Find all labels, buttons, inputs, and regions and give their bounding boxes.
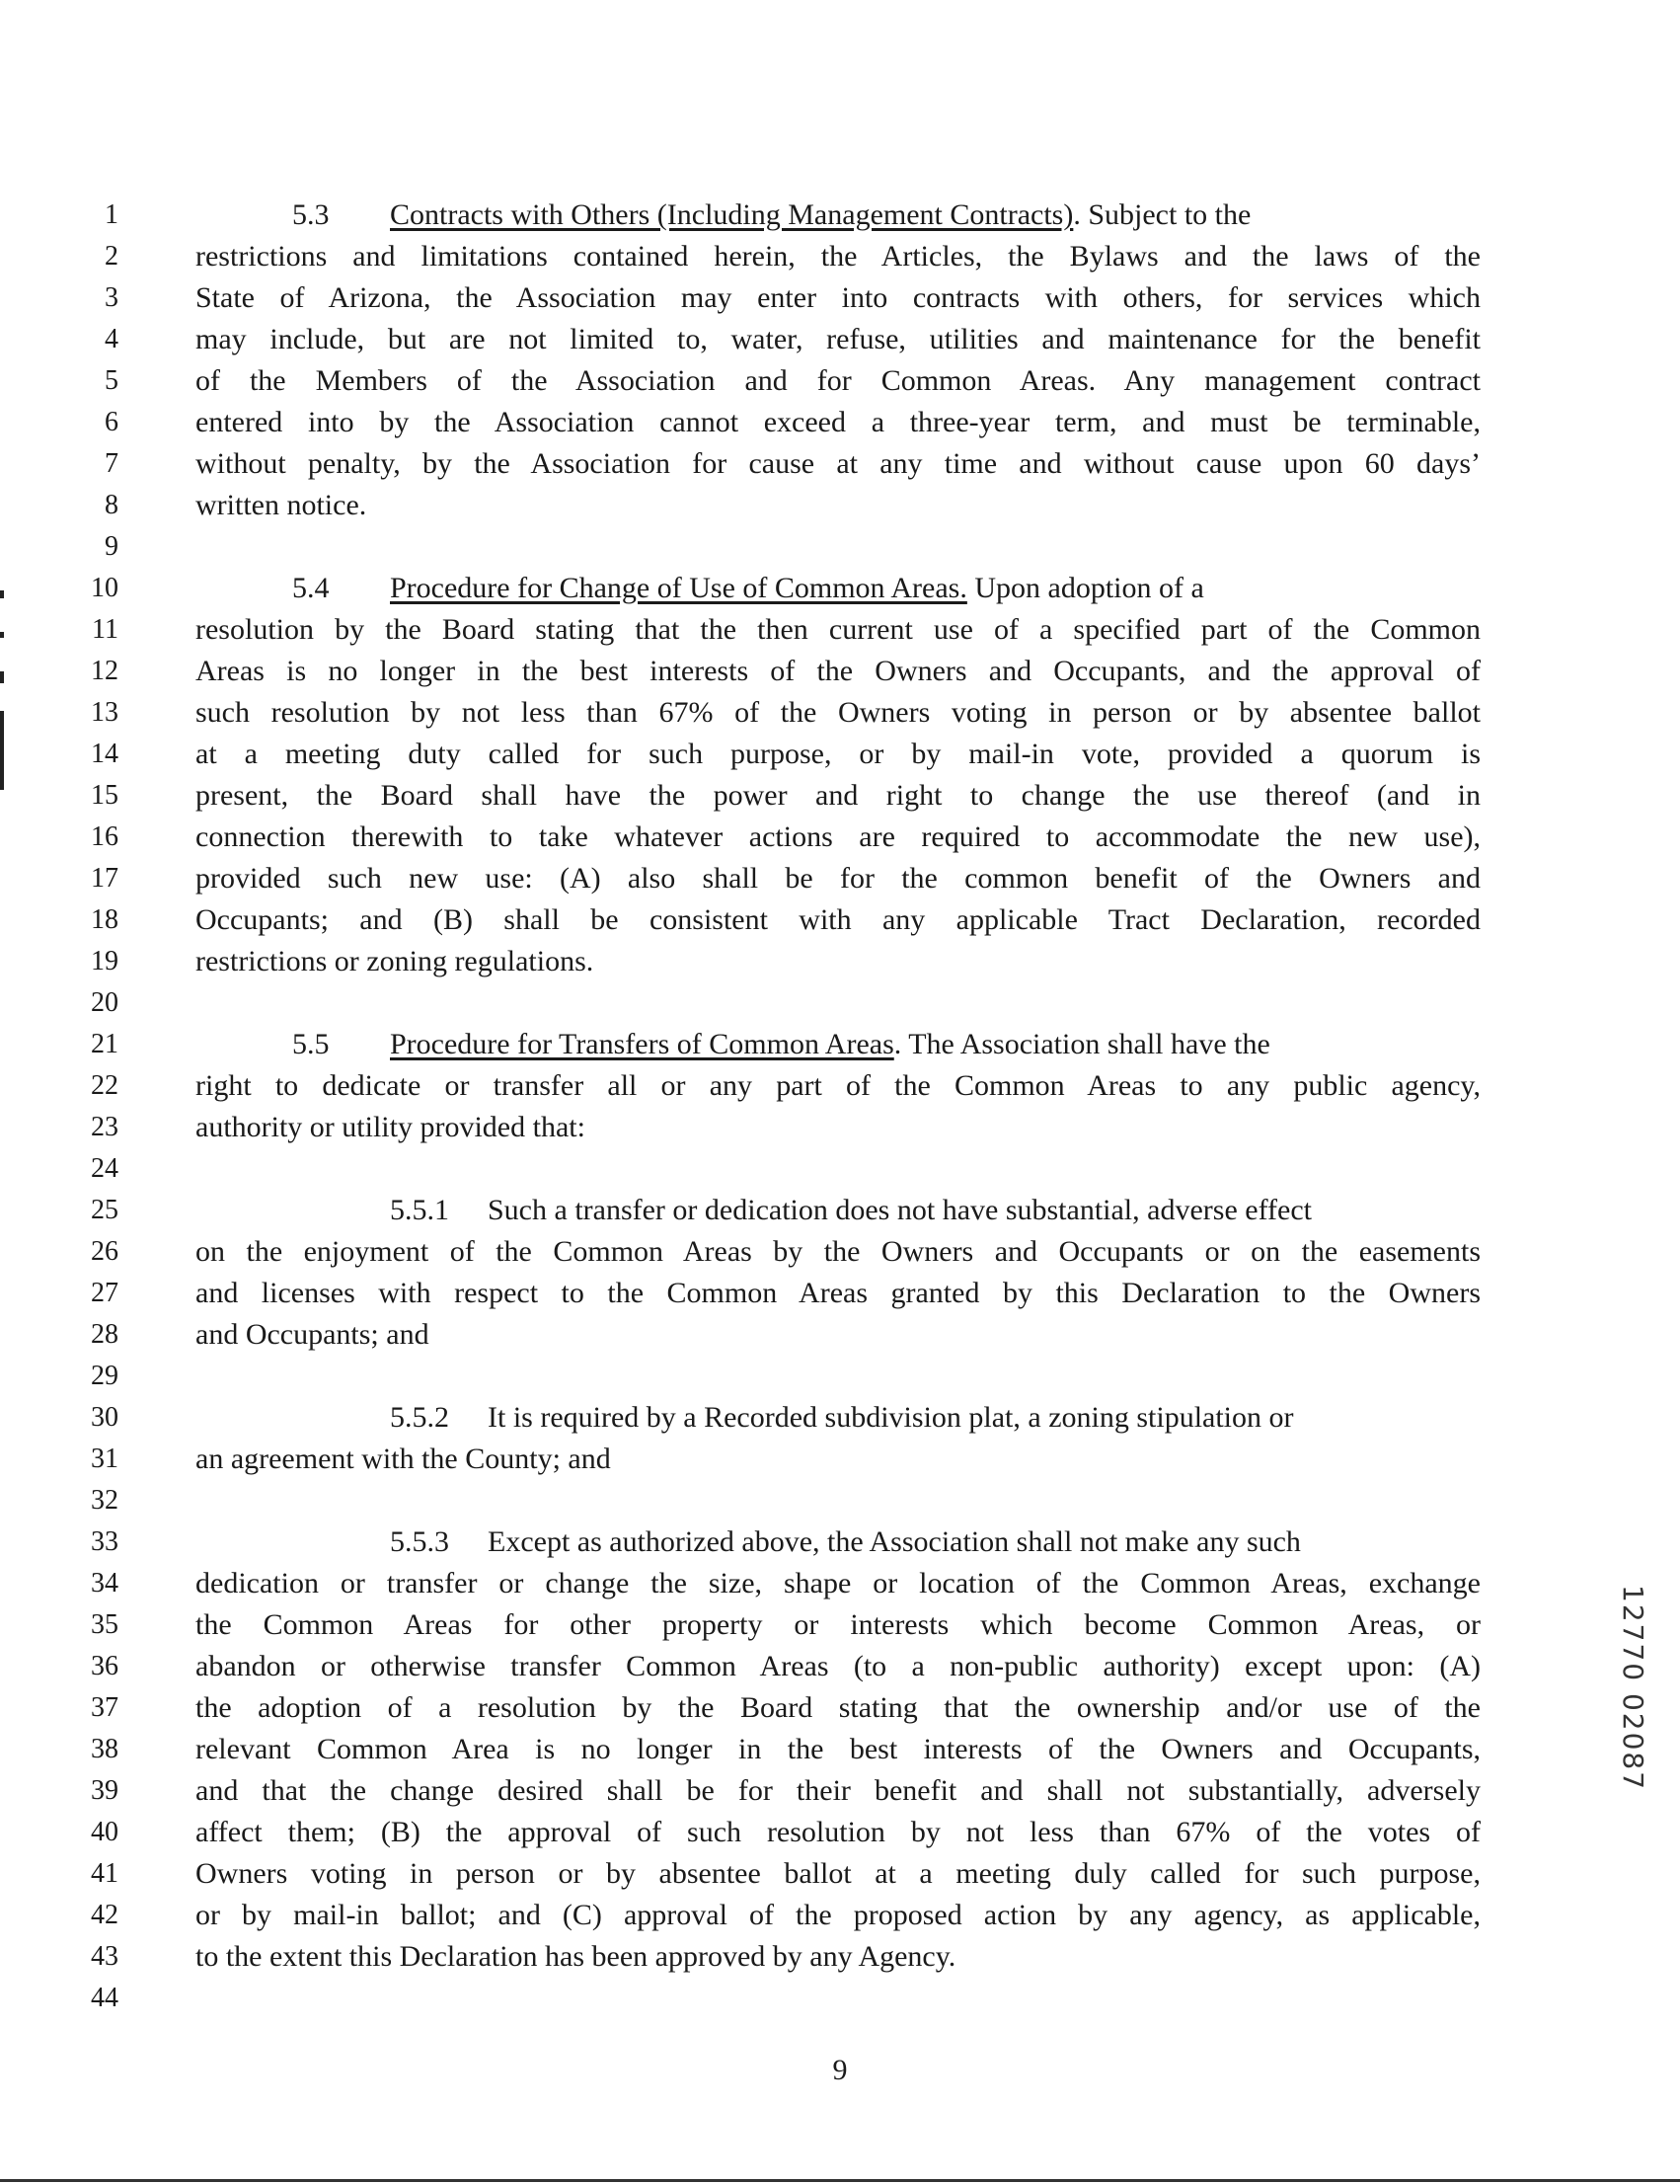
- paragraph-text: and Occupants; and: [195, 1318, 429, 1351]
- document-line: [0, 1729, 1680, 1770]
- document-line: [0, 1687, 1680, 1729]
- paragraph-text: Except as authorized above, the Association shall not make any such: [488, 1525, 1301, 1558]
- document-line: [0, 734, 1680, 775]
- paragraph-text: affect them; (B) the approval of such resolution by not less than 67% of the votes of: [195, 1816, 1481, 1848]
- recording-stamp: 12770 02087: [1617, 1585, 1649, 1792]
- section-heading: Contracts with Others (Including Management Contracts): [390, 198, 1074, 231]
- document-line: [0, 1024, 1680, 1065]
- section-number: 5.5.1: [390, 1194, 449, 1226]
- paragraph-text: of the Members of the Association and for Common Areas. Any management contract: [195, 364, 1481, 397]
- line-number: 3: [105, 282, 118, 313]
- paragraph-text: and licenses with respect to the Common Areas granted by this Declaration to the Owners: [195, 1277, 1481, 1309]
- line-number: 19: [91, 946, 118, 976]
- document-line: [0, 1604, 1680, 1646]
- paragraph-text: written notice.: [195, 489, 367, 521]
- paragraph-text: an agreement with the County; and: [195, 1443, 611, 1475]
- line-number: 18: [91, 904, 118, 935]
- paragraph-text: Upon adoption of a: [966, 572, 1204, 604]
- document-line: [0, 360, 1680, 402]
- document-line: [0, 899, 1680, 941]
- document-line: [0, 1439, 1680, 1480]
- document-line: [0, 1646, 1680, 1687]
- document-line: [0, 1521, 1680, 1563]
- line-number: 30: [91, 1402, 118, 1433]
- paragraph-text: Such a transfer or dedication does not have substantial, adverse effect: [488, 1194, 1312, 1226]
- document-line: [0, 1190, 1680, 1231]
- document-line: [0, 1273, 1680, 1314]
- line-number: 32: [91, 1485, 118, 1516]
- line-number: 17: [91, 863, 118, 894]
- document-line: [0, 1812, 1680, 1853]
- line-number: 38: [91, 1734, 118, 1764]
- document-line: [0, 568, 1680, 609]
- line-number: 9: [105, 531, 118, 562]
- line-number: 33: [91, 1526, 118, 1557]
- document-line: [0, 1770, 1680, 1812]
- line-number: 36: [91, 1651, 118, 1681]
- line-number: 15: [91, 780, 118, 811]
- paragraph-text: without penalty, by the Association for cause at any time and without cause upon 60 days’: [195, 447, 1481, 480]
- paragraph-text: It is required by a Recorded subdivision plat, a zoning stipulation or: [488, 1401, 1294, 1434]
- paragraph-text: at a meeting duty called for such purpose, or by mail-in vote, provided a quorum is: [195, 738, 1481, 770]
- paragraph-text: Occupants; and (B) shall be consistent with any applicable Tract Declaration, recorded: [195, 903, 1481, 936]
- line-number: 37: [91, 1692, 118, 1723]
- paragraph-text: to the extent this Declaration has been approved by any Agency.: [195, 1940, 956, 1973]
- document-line: [0, 1231, 1680, 1273]
- line-number: 11: [92, 614, 118, 645]
- document-line: [0, 1895, 1680, 1936]
- section-number: 5.5: [292, 1028, 330, 1060]
- paragraph-text: the Common Areas for other property or interests which become Common Areas, or: [195, 1608, 1481, 1641]
- paragraph-text: . Subject to the: [1073, 198, 1252, 231]
- document-line: [0, 277, 1680, 319]
- line-number: 27: [91, 1278, 118, 1308]
- document-line: [0, 609, 1680, 651]
- line-number: 1: [105, 199, 118, 230]
- line-number: 41: [91, 1858, 118, 1889]
- page-number: 9: [832, 2054, 848, 2086]
- line-number: 31: [91, 1443, 118, 1474]
- document-line: [0, 443, 1680, 485]
- document-line: [0, 1397, 1680, 1439]
- document-line: [0, 526, 1680, 568]
- section-number: 5.3: [292, 198, 330, 231]
- document-line: [0, 1356, 1680, 1397]
- document-line: [0, 1480, 1680, 1521]
- paragraph-text: resolution by the Board stating that the then current use of a specified part of the Common: [195, 613, 1481, 646]
- paragraph-text: Owners voting in person or by absentee ballot at a meeting duly called for such purpose,: [195, 1857, 1481, 1890]
- document-line: [0, 817, 1680, 858]
- section-heading: Procedure for Change of Use of Common Areas.: [390, 572, 967, 604]
- line-number: 4: [105, 324, 118, 354]
- line-number: 42: [91, 1900, 118, 1930]
- line-number: 34: [91, 1568, 118, 1599]
- paragraph-text: right to dedicate or transfer all or any part of the Common Areas to any public agency,: [195, 1069, 1481, 1102]
- document-line: [0, 195, 1680, 236]
- document-line: [0, 319, 1680, 360]
- document-line: [0, 1978, 1680, 2019]
- document-line: [0, 1314, 1680, 1356]
- paragraph-text: present, the Board shall have the power and right to change the use thereof (and in: [195, 779, 1481, 812]
- paragraph-text: abandon or otherwise transfer Common Areas (to a non-public authority) except upon: (A): [195, 1650, 1481, 1682]
- document-line: [0, 1563, 1680, 1604]
- document-line: [0, 485, 1680, 526]
- line-number: 5: [105, 365, 118, 396]
- line-number: 22: [91, 1070, 118, 1101]
- section-number: 5.4: [292, 572, 330, 604]
- line-number: 40: [91, 1817, 118, 1847]
- document-line: [0, 1065, 1680, 1107]
- paragraph-text: State of Arizona, the Association may enter into contracts with others, for services which: [195, 281, 1481, 314]
- paragraph-text: such resolution by not less than 67% of the Owners voting in person or by absentee ballot: [195, 696, 1481, 729]
- line-number: 13: [91, 697, 118, 728]
- paragraph-text: restrictions or zoning regulations.: [195, 945, 594, 977]
- paragraph-text: and that the change desired shall be for their benefit and shall not substantially, adversely: [195, 1774, 1481, 1807]
- line-number: 39: [91, 1775, 118, 1806]
- line-number: 12: [91, 656, 118, 686]
- line-number: 14: [91, 739, 118, 769]
- document-line: [0, 858, 1680, 899]
- line-number: 25: [91, 1195, 118, 1225]
- paragraph-text: the adoption of a resolution by the Board stating that the ownership and/or use of the: [195, 1691, 1481, 1724]
- line-number: 44: [91, 1983, 118, 2013]
- line-number: 26: [91, 1236, 118, 1267]
- line-number: 43: [91, 1941, 118, 1972]
- paragraph-text: authority or utility provided that:: [195, 1111, 585, 1143]
- document-line: [0, 941, 1680, 982]
- paragraph-text: on the enjoyment of the Common Areas by the Owners and Occupants or on the easements: [195, 1235, 1481, 1268]
- line-number: 7: [105, 448, 118, 479]
- document-line: [0, 692, 1680, 734]
- paragraph-text: or by mail-in ballot; and (C) approval of the proposed action by any agency, as applicable,: [195, 1899, 1481, 1931]
- document-line: [0, 982, 1680, 1024]
- paragraph-text: . The Association shall have the: [893, 1028, 1270, 1060]
- paragraph-text: Areas is no longer in the best interests of the Owners and Occupants, and the approval of: [195, 655, 1481, 687]
- line-number: 21: [91, 1029, 118, 1059]
- document-line: [0, 1107, 1680, 1148]
- paragraph-text: relevant Common Area is no longer in the best interests of the Owners and Occupants,: [195, 1733, 1481, 1765]
- line-number: 6: [105, 407, 118, 437]
- line-number: 35: [91, 1609, 118, 1640]
- section-number: 5.5.2: [390, 1401, 449, 1434]
- line-number: 23: [91, 1112, 118, 1142]
- line-number: 20: [91, 987, 118, 1018]
- line-number: 24: [91, 1153, 118, 1184]
- paragraph-text: may include, but are not limited to, water, refuse, utilities and maintenance for the benefit: [195, 323, 1481, 355]
- paragraph-text: dedication or transfer or change the size, shape or location of the Common Areas, exchange: [195, 1567, 1481, 1599]
- paragraph-text: provided such new use: (A) also shall be for the common benefit of the Owners and: [195, 862, 1481, 895]
- section-number: 5.5.3: [390, 1525, 449, 1558]
- line-number: 29: [91, 1361, 118, 1391]
- line-number: 10: [91, 573, 118, 603]
- document-line: [0, 1936, 1680, 1978]
- section-heading: Procedure for Transfers of Common Areas: [390, 1028, 894, 1060]
- document-line: [0, 236, 1680, 277]
- document-line: [0, 1853, 1680, 1895]
- paragraph-text: connection therewith to take whatever actions are required to accommodate the new use),: [195, 820, 1481, 853]
- document-line: [0, 402, 1680, 443]
- paragraph-text: entered into by the Association cannot exceed a three-year term, and must be terminable,: [195, 406, 1481, 438]
- line-number: 2: [105, 241, 118, 272]
- scan-bottom-edge: [0, 2179, 1680, 2182]
- document-line: [0, 1148, 1680, 1190]
- line-number: 8: [105, 490, 118, 520]
- line-number: 28: [91, 1319, 118, 1350]
- line-number: 16: [91, 821, 118, 852]
- document-line: [0, 651, 1680, 692]
- paragraph-text: restrictions and limitations contained herein, the Articles, the Bylaws and the laws of the: [195, 240, 1481, 273]
- document-line: [0, 775, 1680, 817]
